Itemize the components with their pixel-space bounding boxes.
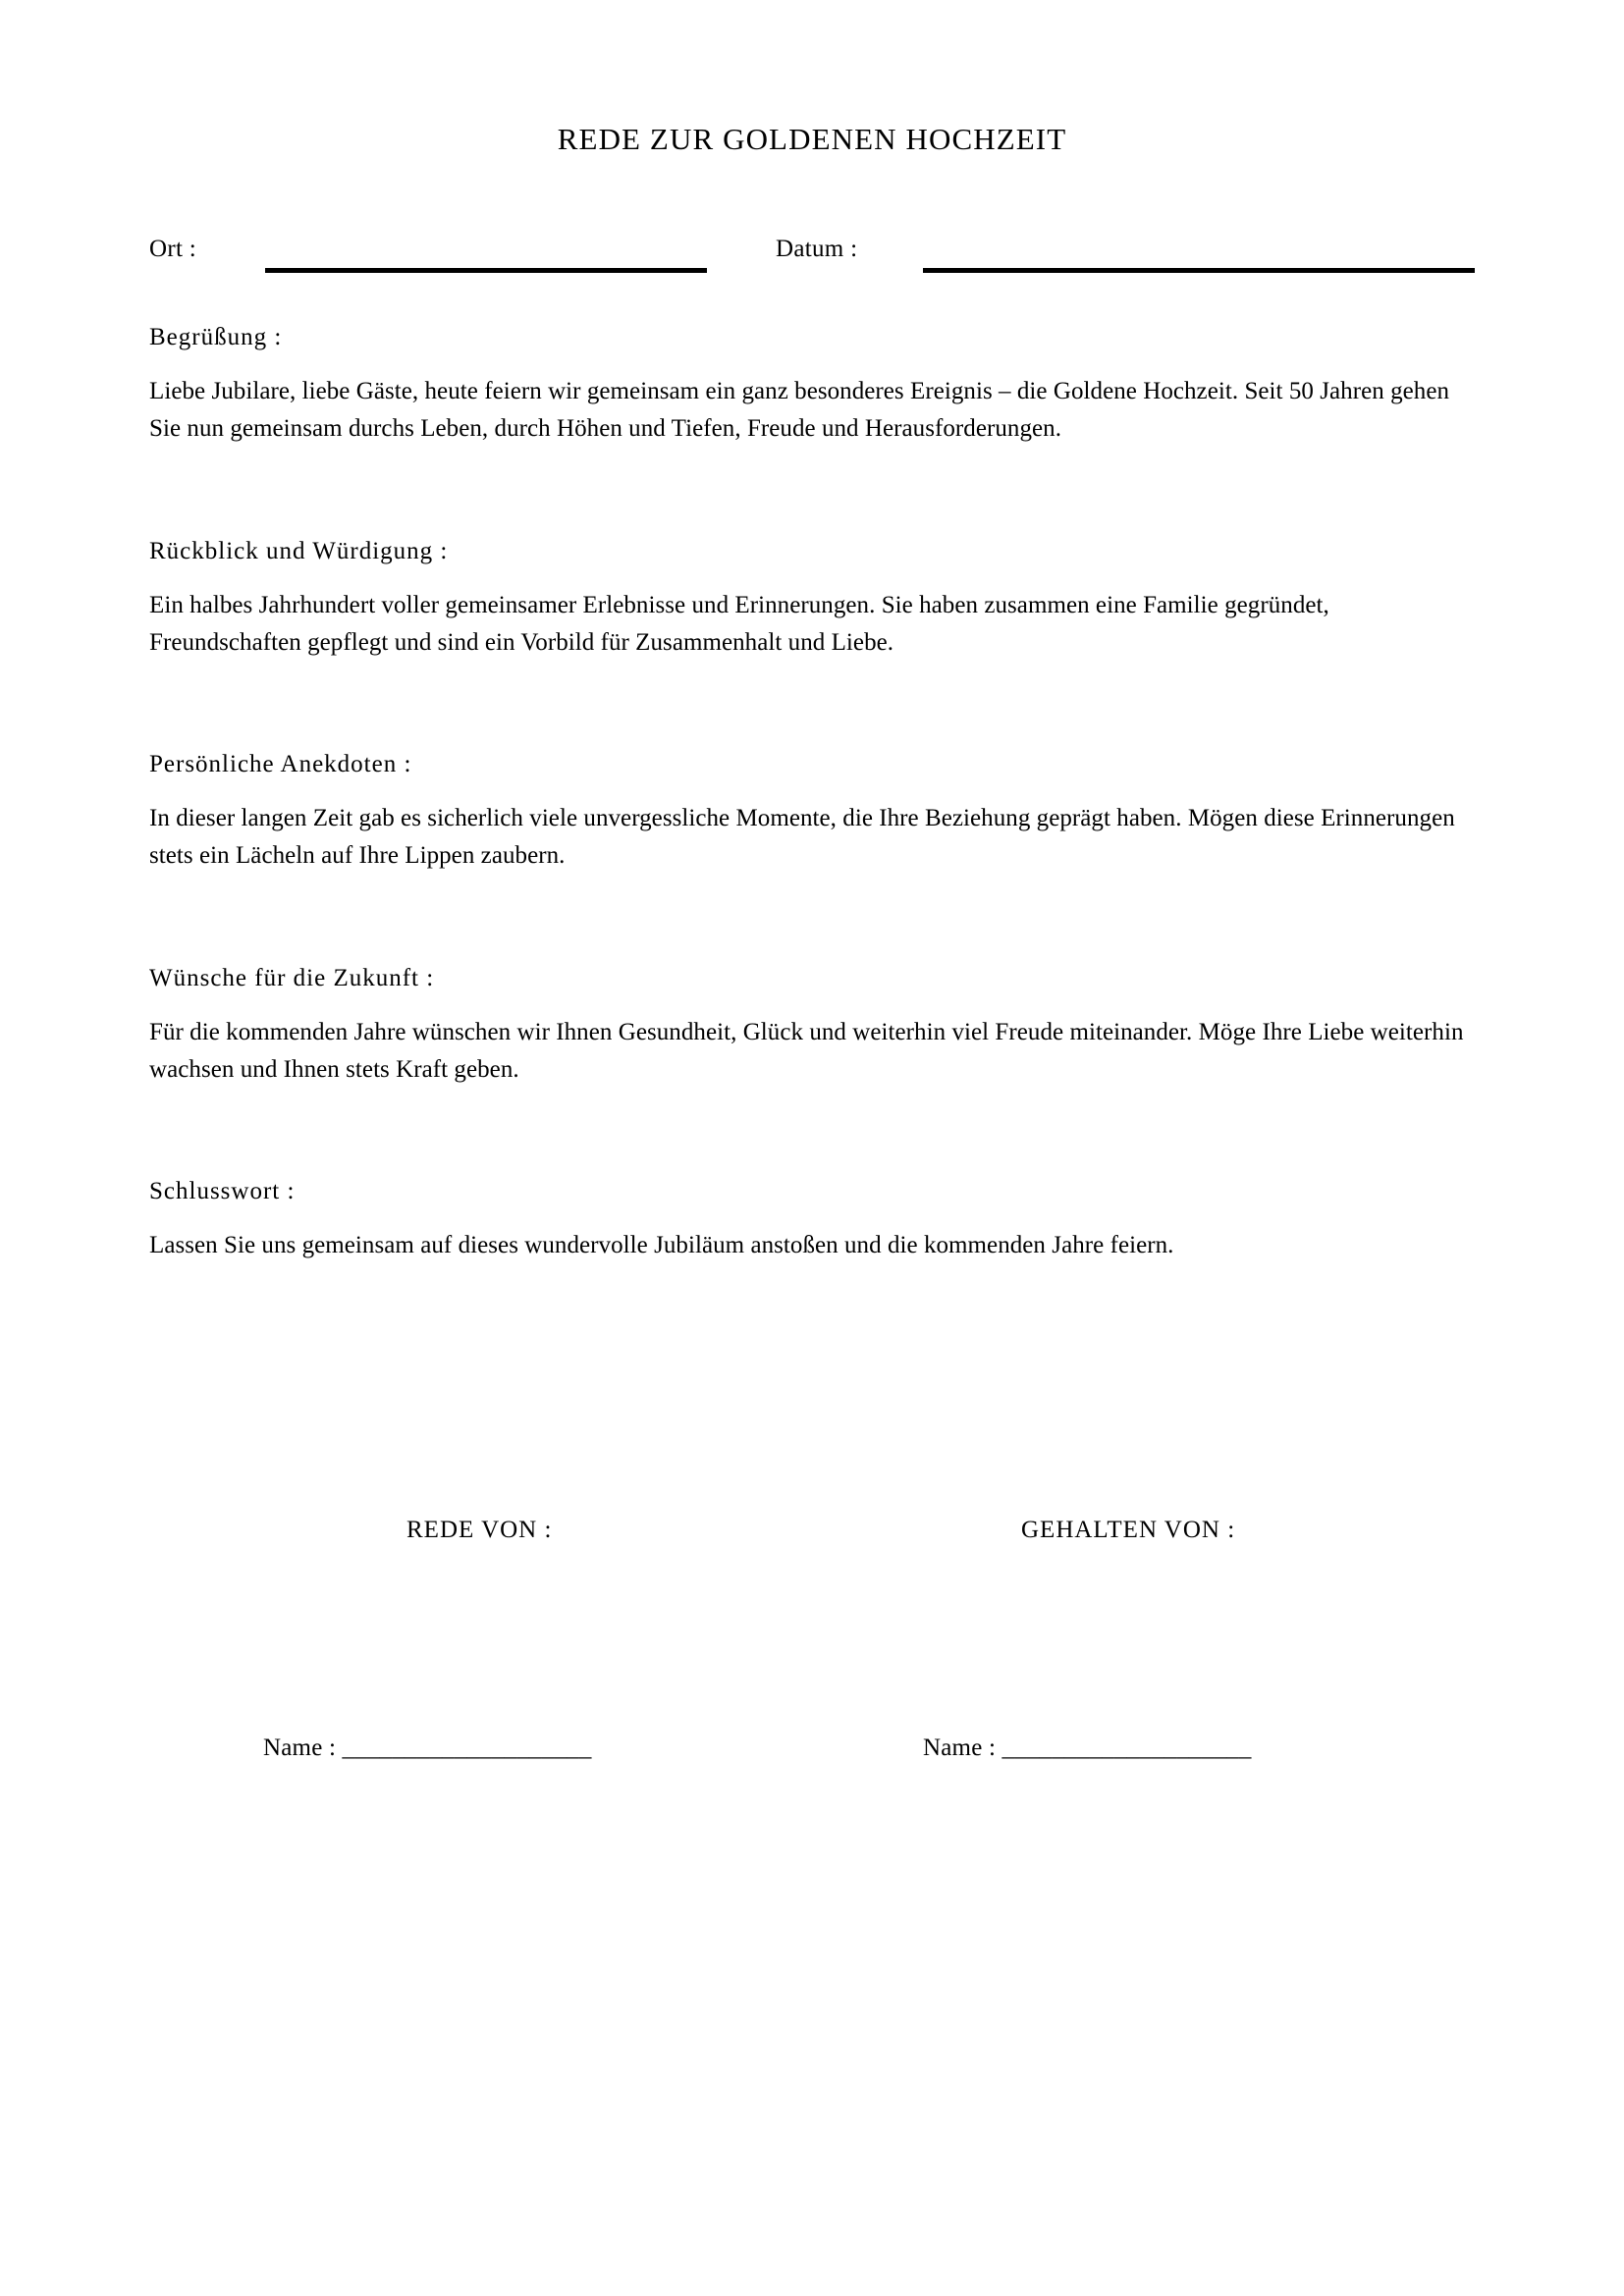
date-field-label: Datum : (776, 236, 858, 262)
section-heading: Persönliche Anekdoten : (149, 751, 412, 777)
section-heading: Wünsche für die Zukunft : (149, 965, 435, 991)
section-body: Ein halbes Jahrhundert voller gemeinsamer Erlebnisse und Erinnerungen. Sie haben zusammen eine Familie gegründet, Freundschaften gepflegt und sind ein Vorbild für Zusammenhalt und Liebe. (149, 592, 1329, 656)
place-field-label: Ort : (149, 236, 197, 262)
section-body: In dieser langen Zeit gab es sicherlich viele unvergessliche Momente, die Ihre Beziehung geprägt haben. Mögen diese Erinnerungen stets ein Lächeln auf Ihre Lippen zaubern. (149, 805, 1455, 869)
signature-name-field-right[interactable]: Name : ____________________ (923, 1735, 1252, 1761)
signature-block (0, 1517, 1624, 1831)
section-begruessung (149, 324, 1473, 448)
header-fields-row (0, 236, 1624, 294)
section-body: Lassen Sie uns gemeinsam auf dieses wundervolle Jubiläum anstoßen und die kommenden Jahre feiern. (149, 1232, 1174, 1258)
page-title: REDE ZUR GOLDENEN HOCHZEIT (557, 122, 1067, 156)
place-fill-in-line[interactable] (265, 268, 707, 273)
section-heading: Schlusswort : (149, 1178, 296, 1204)
section-body: Liebe Jubilare, liebe Gäste, heute feiern wir gemeinsam ein ganz besonderes Ereignis – die Goldene Hochzeit. Seit 50 Jahren gehen Sie nun gemeinsam durchs Leben, durch Höhen und Tiefen, Freude und Herausforderungen. (149, 378, 1450, 442)
section-heading: Rückblick und Würdigung : (149, 538, 449, 564)
section-rueckblick-und-wuerdigung (149, 538, 1473, 662)
section-heading: Begrüßung : (149, 324, 283, 350)
signature-heading-rede-von: REDE VON : (406, 1517, 553, 1543)
signature-heading-gehalten-von: GEHALTEN VON : (1021, 1517, 1236, 1543)
section-body: Für die kommenden Jahre wünschen wir Ihnen Gesundheit, Glück und weiterhin viel Freude miteinander. Möge Ihre Liebe weiterhin wachsen und Ihnen stets Kraft geben. (149, 1019, 1464, 1083)
section-wuensche-fuer-die-zukunft (149, 965, 1473, 1089)
date-fill-in-line[interactable] (923, 268, 1475, 273)
signature-name-field-left[interactable]: Name : ____________________ (263, 1735, 592, 1761)
section-persoenliche-anekdoten (149, 751, 1473, 875)
section-schlusswort (149, 1178, 1473, 1264)
